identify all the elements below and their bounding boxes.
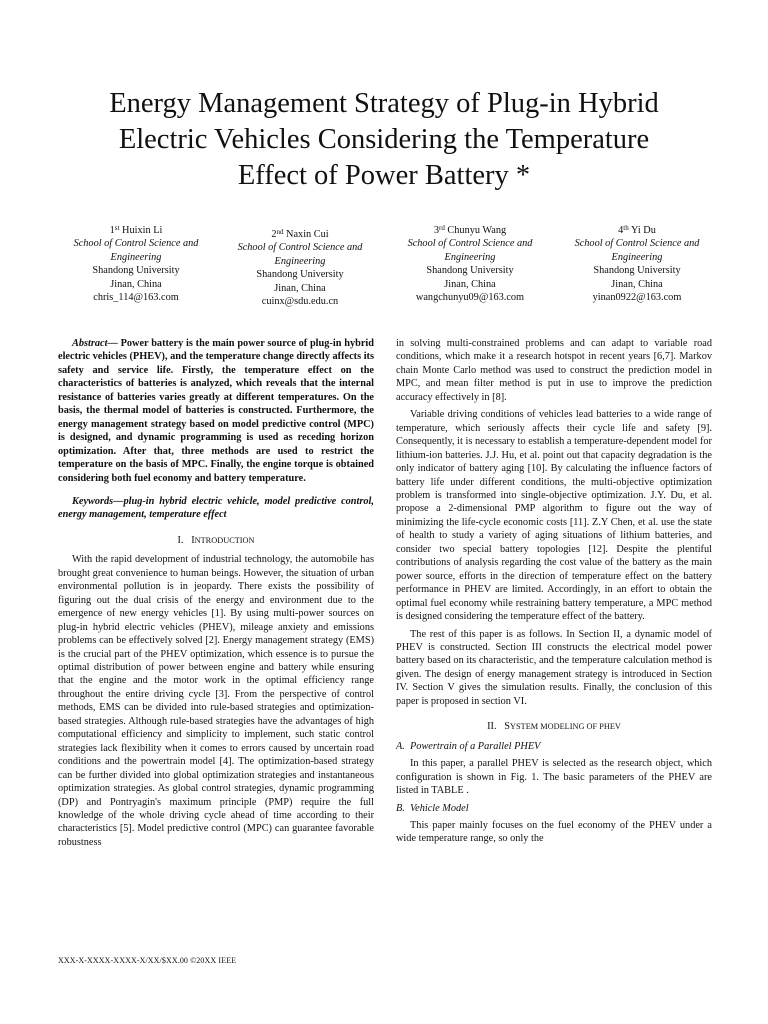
author-city: Jinan, China: [444, 278, 496, 290]
author-affiliation-cont: Engineering: [274, 255, 326, 267]
author-affiliation: School of Control Science and: [574, 238, 700, 250]
copyright-footer: XXX-X-XXXX-XXXX-X/XX/$XX.00 ©20XX IEEE: [58, 956, 237, 965]
author-affiliation-cont: Engineering: [444, 251, 496, 263]
section-heading-system-modeling: II. SYSTEM MODELING OF PHEV: [487, 721, 621, 733]
author-name: 4th Yi Du: [618, 224, 656, 236]
introduction-paragraph-cont: in solving multi-constrained problems and can adapt to variable road conditions, which make it a research hotspot in recent years [6,7]. Markov chain Monte Carlo method was used to construct the prediction model in MPC, and mean filter method is put in use to improve the prediction accuracy effectively in [8].: [396, 338, 712, 403]
title-line-1: Energy Management Strategy of Plug-in Hybrid: [109, 88, 659, 119]
introduction-paragraph: With the rapid development of industrial technology, the automobile has brought great convenience to human beings. However, the situation of urban environmental pollution is in jeopardy. There exists the possibility of figuring out the dual crisis of the energy and environment due to the emergence of new energy vehicles [1]. By using multi-power sources on plug-in hybrid electric vehicles (PHEV), mileage anxiety and emissions problems can be effectively solved [2]. Energy management strategy (EMS) is the crucial part of the PHEV optimization, which essence is to pursue the optimal distribution of power between engine and battery while ensuring that the engine and the motor work in the optimal efficiency range throughout the entire driving cycle [3]. From the perspective of control methods, EMS can be divided into rule-based strategies and optimization-based strategies. Although rule-based strategies have the advantages of high computational efficiency and simplicity to implement, such static control strategies lack flexibility when it comes to errors caused by uncertain road conditions and the powertrain model [4]. The optimization-based strategy can be further divided into global optimization strategies and instantaneous optimization strategies. As global control strategies, dynamic programming (DP) and Pontryagin's maximum principle (PMP) require the full knowledge of the whole driving cycle ahead of time according to their characteristics [5]. Model predictive control (MPC) can guarantee favorable robustness: [58, 554, 374, 848]
author-block-1: [56, 224, 216, 304]
author-city: Jinan, China: [110, 278, 162, 290]
author-city: Jinan, China: [611, 278, 663, 290]
author-name: 1st Huixin Li: [109, 224, 163, 236]
author-block-3: [390, 224, 550, 304]
author-name: 3rd Chunyu Wang: [433, 224, 507, 236]
title-line-3: Effect of Power Battery *: [237, 160, 531, 191]
paper-title: [60, 86, 708, 194]
subsection-heading-vehicle-model: B. Vehicle Model: [396, 802, 469, 814]
author-university: Shandong University: [593, 265, 681, 277]
left-column: [58, 337, 374, 853]
author-email: wangchunyu09@163.com: [415, 292, 525, 304]
author-name: 2nd Naxin Cui: [271, 228, 329, 240]
keywords: Keywords—plug-in hybrid electric vehicle, model predictive control, energy management, temperature effect: [58, 495, 374, 521]
author-university: Shandong University: [256, 269, 344, 281]
introduction-paragraph-3: The rest of this paper is as follows. In Section II, a dynamic model of PHEV is constructed. Section III constructs the electrical model power battery based on its characteristic, and the temperature calculation method is given. The design of energy management strategy is introduced in Section IV. Section V gives the simulation results. Finally, the conclusion of this paper is proposed in section VI.: [396, 628, 712, 707]
abstract: [58, 337, 374, 485]
author-university: Shandong University: [92, 265, 180, 277]
abstract-lead: Abstract—: [72, 338, 118, 349]
author-email: chris_114@163.com: [93, 292, 179, 304]
author-affiliation-cont: Engineering: [110, 251, 162, 263]
right-column: [396, 337, 712, 850]
author-affiliation: School of Control Science and: [73, 238, 199, 250]
section-heading-introduction: I. INTRODUCTION: [177, 534, 255, 546]
title-line-2: Electric Vehicles Considering the Temperature: [118, 124, 650, 155]
author-block-2: [220, 228, 380, 308]
author-affiliation-cont: Engineering: [611, 251, 663, 263]
vehicle-model-paragraph: This paper mainly focuses on the fuel economy of the PHEV under a wide temperature range, so only the: [396, 819, 712, 845]
author-affiliation: School of Control Science and: [237, 242, 363, 254]
introduction-paragraph-2: Variable driving conditions of vehicles lead batteries to a wide range of temperature, which seriously affects their cycle life and safety [9]. Consequently, it is necessary to establish a temperature-dependent model for lithium-ion batteries. J.J. Hu, et al. point out that capacity degradation is the only indicator of battery aging [10]. By calculating the influence factors of battery life under different conditions, the multi-objective optimization problem is transformed into single-objective optimization. J.Y. Du, et al. propose a 2-dimensional PMP algorithm to figure out the way of minimizing the life-cycle economic costs [11]. Z.Y Chen, et al. use the state of health to study a variety of aging situations of lithium batteries, and consider two special battery topologies [12]. Despite the plentiful contributions of analysis regarding the cost value of the battery as the main power source, efforts in the direction of temperature effect on the battery performance in PHEV are limited. Accordingly, in an effort to obtain the optimal fuel economy while restraining battery temperature, a MPC method is designed considering the temperature effect of the battery.: [396, 409, 712, 623]
author-university: Shandong University: [426, 265, 514, 277]
author-city: Jinan, China: [274, 282, 326, 294]
abstract-text: Power battery is the main power source of plug-in hybrid electric vehicles (PHEV), and the temperature change directly affects its safety and service life. Firstly, the temperature effect on the characteristics of batteries is analyzed, which reveals that the internal resistance of batteries varies greatly at different temperatures. On the basis, the thermal model of batteries is constructed. Furthermore, the energy management strategy based on model predictive control (MPC) is designed, and dynamic programming is used as receding horizon optimization. After that, three methods are used to restrict the temperature on the basis of MPC. Finally, the engine torque is obtained considering both fuel economy and battery temperature.: [58, 338, 374, 484]
author-email: yinan0922@163.com: [592, 292, 682, 304]
subsection-heading-powertrain: A. Powertrain of a Parallel PHEV: [396, 740, 541, 752]
author-email: cuinx@sdu.edu.cn: [261, 296, 339, 308]
powertrain-paragraph: In this paper, a parallel PHEV is selected as the research object, which configuration is shown in Fig. 1. The basic parameters of the PHEV are listed in TABLE .: [396, 758, 712, 797]
author-block-4: [557, 224, 717, 304]
author-affiliation: School of Control Science and: [407, 238, 533, 250]
